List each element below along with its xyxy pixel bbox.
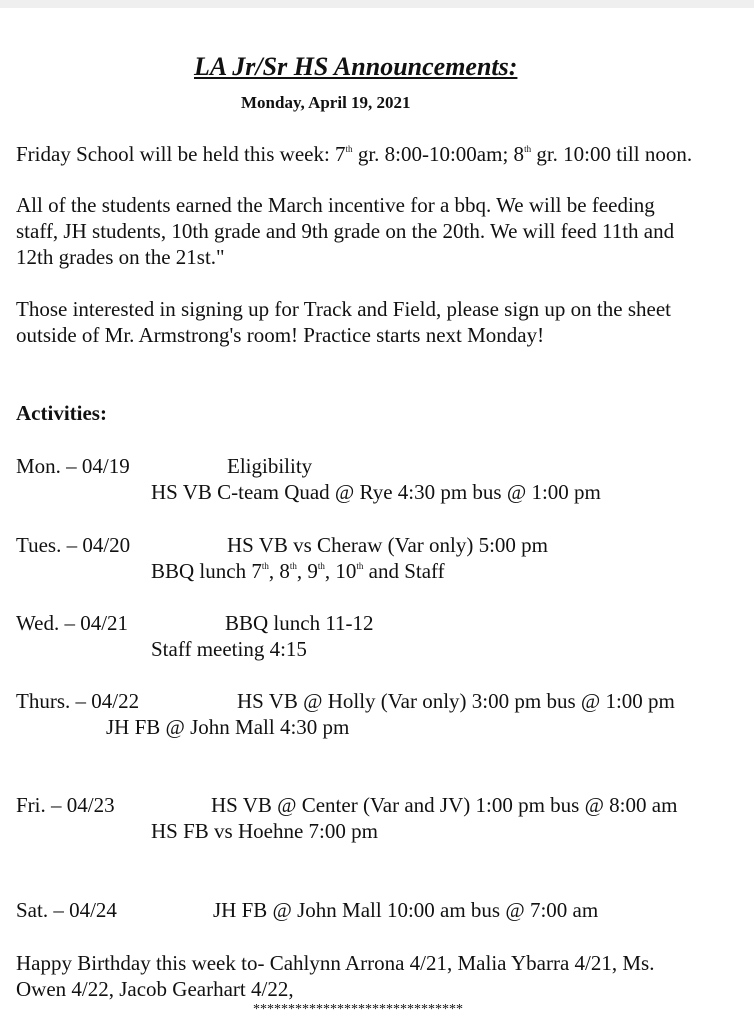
activity-tue-item-1: HS VB vs Cheraw (Var only) 5:00 pm — [227, 533, 549, 557]
birthday-line-2: Owen 4/22, Jacob Gearhart 4/22, — [16, 977, 294, 1001]
bbq-line-1: All of the students earned the March incentive for a bbq. We will be feeding — [16, 193, 655, 217]
friday-school-text: Friday School will be held this week: 7th gr. 8:00-10:00am; 8th gr. 10:00 till noon. — [16, 142, 693, 166]
activity-mon-item-1: Eligibility — [227, 454, 313, 478]
activity-wed-item-1: BBQ lunch 11-12 — [225, 611, 374, 635]
birthday-line-1: Happy Birthday this week to- Cahlynn Arrona 4/21, Malia Ybarra 4/21, Ms. — [16, 951, 655, 975]
page-title: LA Jr/Sr HS Announcements: — [194, 52, 518, 81]
activity-mon-item-2: HS VB C-team Quad @ Rye 4:30 pm bus @ 1:00 pm — [151, 480, 601, 504]
bbq-line-3: 12th grades on the 21st." — [16, 245, 225, 269]
bbq-line-2: staff, JH students, 10th grade and 9th grade on the 20th. We will feed 11th and — [16, 219, 675, 243]
activity-thu-item-1: HS VB @ Holly (Var only) 3:00 pm bus @ 1:00 pm — [237, 689, 675, 713]
activity-tue-item-2: BBQ lunch 7th, 8th, 9th, 10th and Staff — [151, 559, 445, 583]
activity-thu-item-2: JH FB @ John Mall 4:30 pm — [106, 715, 350, 739]
track-line-1: Those interested in signing up for Track and Field, please sign up on the sheet — [16, 297, 671, 321]
divider-stars: ****************************** — [253, 1002, 463, 1017]
activity-day-tue: Tues. – 04/20 — [16, 533, 131, 557]
activity-sat-item-1: JH FB @ John Mall 10:00 am bus @ 7:00 am — [213, 898, 599, 922]
track-line-2: outside of Mr. Armstrong's room! Practice starts next Monday! — [16, 323, 545, 347]
activity-day-sat: Sat. – 04/24 — [16, 898, 117, 922]
announcement-date: Monday, April 19, 2021 — [241, 93, 411, 112]
activity-day-thu: Thurs. – 04/22 — [16, 689, 140, 713]
activity-day-wed: Wed. – 04/21 — [16, 611, 129, 635]
top-bar — [0, 0, 754, 8]
activity-day-mon: Mon. – 04/19 — [16, 454, 130, 478]
activity-fri-item-1: HS VB @ Center (Var and JV) 1:00 pm bus @ 8:00 am — [211, 793, 678, 817]
activities-heading: Activities: — [16, 401, 107, 425]
activity-fri-item-2: HS FB vs Hoehne 7:00 pm — [151, 819, 378, 843]
activity-wed-item-2: Staff meeting 4:15 — [151, 637, 307, 661]
activity-day-fri: Fri. – 04/23 — [16, 793, 115, 817]
